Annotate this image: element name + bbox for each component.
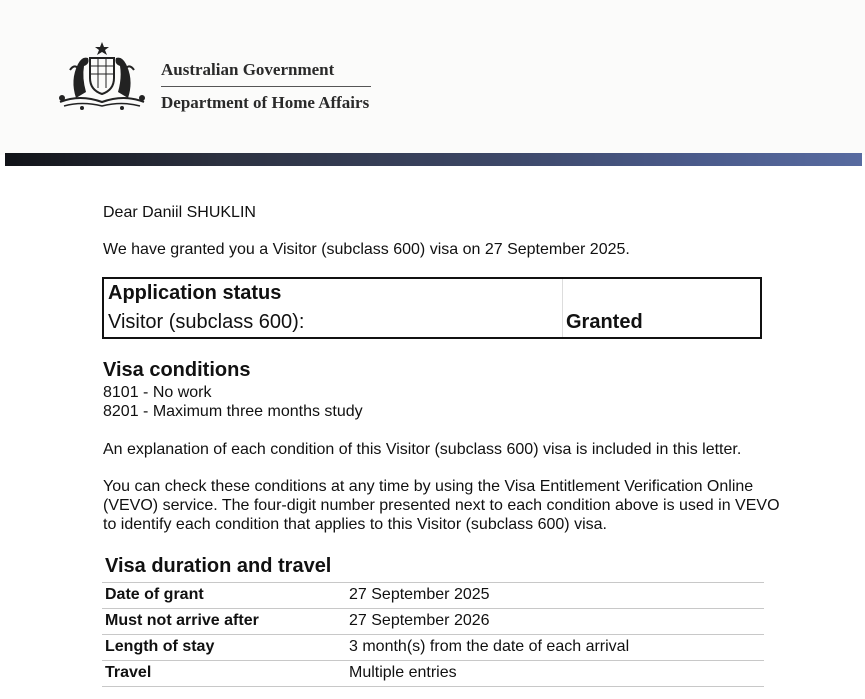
row-value: Multiple entries [349,664,457,681]
status-divider [562,279,563,337]
condition-item: 8101 - No work [103,384,212,401]
greeting: Dear Daniil SHUKLIN [103,204,256,221]
duration-table [102,582,764,687]
letterhead-band [5,153,862,166]
row-value: 3 month(s) from the date of each arrival [349,638,630,655]
table-row [102,582,764,608]
table-row [102,634,764,660]
coat-of-arms-icon [52,40,152,114]
application-status-box [102,277,762,339]
letterhead [0,0,865,155]
table-row [102,608,764,634]
table-row [102,660,764,687]
vevo-paragraph: You can check these conditions at any time by using the Visa Entitlement Verification Online (VEVO) service. The four-digit number presented next to each condition above is used in VEVO to identify each condition that applies to this Visitor (subclass 600) visa. [103,478,780,533]
department-name: Department of Home Affairs [161,93,370,112]
row-label: Must not arrive after [105,612,259,629]
row-value: 27 September 2025 [349,586,490,603]
letterhead-divider [161,86,371,87]
row-label: Length of stay [105,638,215,655]
government-name: Australian Government [161,60,335,79]
row-value: 27 September 2026 [349,612,490,629]
status-label: Visitor (subclass 600): [108,311,305,333]
conditions-explanation: An explanation of each condition of this Visitor (subclass 600) visa is included in this letter. [103,441,742,458]
row-label: Date of grant [105,586,204,603]
row-label: Travel [105,664,152,681]
status-title: Application status [108,282,282,304]
duration-title: Visa duration and travel [105,555,332,577]
condition-item: 8201 - Maximum three months study [103,403,363,420]
grant-intro: We have granted you a Visitor (subclass 600) visa on 27 September 2025. [103,241,630,258]
conditions-list [103,383,363,421]
status-value: Granted [566,311,643,333]
conditions-title: Visa conditions [103,359,251,381]
